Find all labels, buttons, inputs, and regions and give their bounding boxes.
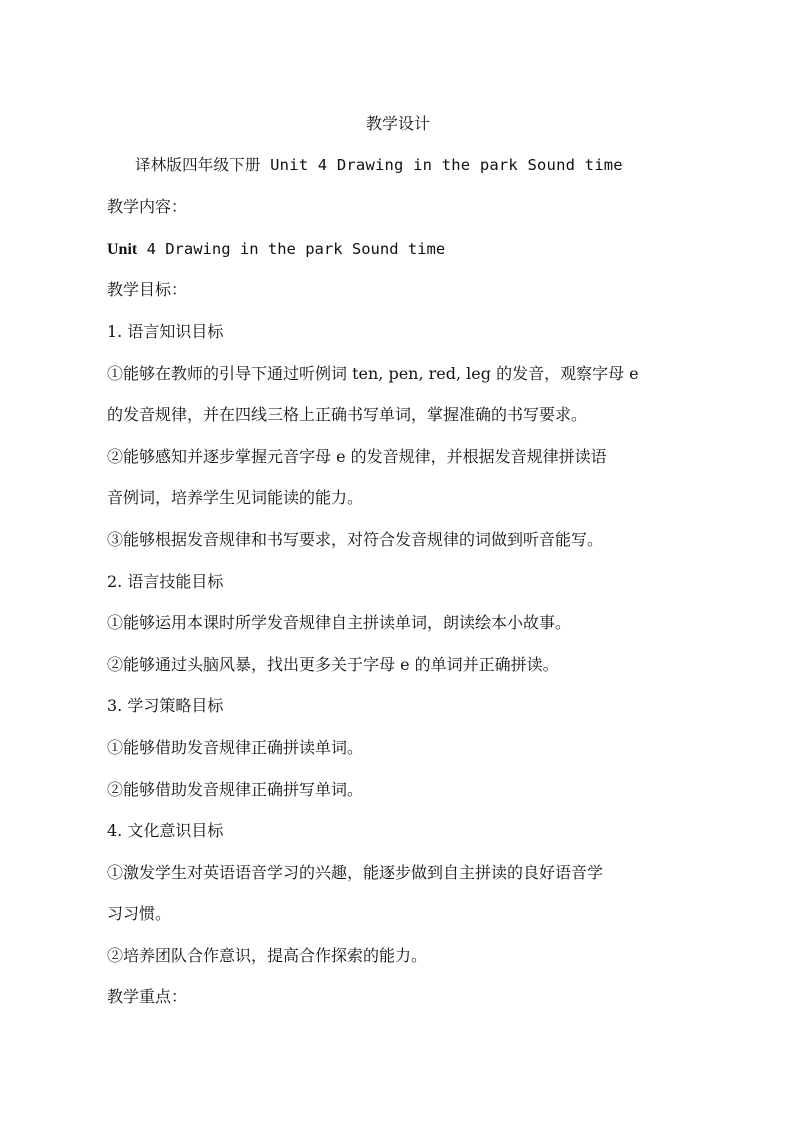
- section-language-skills: [107, 561, 689, 686]
- section-item: 音例词，培养学生见词能读的能力。: [107, 488, 364, 508]
- section-cultural-awareness: [107, 810, 689, 976]
- content-heading: 教学内容：: [107, 197, 188, 217]
- content-unit-rest: 4 Drawing in the park Sound time: [137, 239, 446, 258]
- section-item: 习习惯。: [107, 904, 172, 924]
- section-heading: 3. 学习策略目标: [107, 696, 224, 716]
- section-language-knowledge: [107, 311, 689, 561]
- section-item: 的发音规律，并在四线三格上正确书写单词，掌握准确的书写要求。: [107, 405, 588, 425]
- section-item: ②能够感知并逐步掌握元音字母 e 的发音规律，并根据发音规律拼读语: [107, 446, 607, 466]
- section-item: ②能够借助发音规律正确拼写单词。: [107, 779, 364, 799]
- section-item: ②能够通过头脑风暴，找出更多关于字母 e 的单词并正确拼读。: [107, 654, 559, 674]
- section-item: ①激发学生对英语语音学习的兴趣，能逐步做到自主拼读的良好语音学: [107, 862, 604, 882]
- objectives-heading: 教学目标：: [107, 280, 188, 300]
- section-item: ①能够运用本课时所学发音规律自主拼读单词，朗读绘本小故事。: [107, 613, 572, 633]
- section-heading: 1. 语言知识目标: [107, 321, 224, 341]
- content-unit-bold: Unit: [107, 240, 138, 258]
- section-heading: 2. 语言技能目标: [107, 571, 224, 591]
- document-title: 教学设计: [365, 114, 430, 133]
- document-subtitle: 译林版四年级下册 Unit 4 Drawing in the park Sound time: [135, 155, 623, 174]
- section-learning-strategy: [107, 685, 689, 810]
- section-item: ③能够根据发音规律和书写要求，对符合发音规律的词做到听音能写。: [107, 529, 604, 549]
- section-item: ①能够借助发音规律正确拼读单词。: [107, 737, 364, 757]
- content-unit-line: [107, 228, 689, 270]
- section-heading: 4. 文化意识目标: [107, 821, 224, 841]
- section-item: ②培养团队合作意识，提高合作探索的能力。: [107, 945, 428, 965]
- key-points-heading: 教学重点：: [107, 987, 188, 1007]
- section-item: ①能够在教师的引导下通过听例词 ten, pen, red, leg 的发音，观察字母 e: [107, 363, 639, 383]
